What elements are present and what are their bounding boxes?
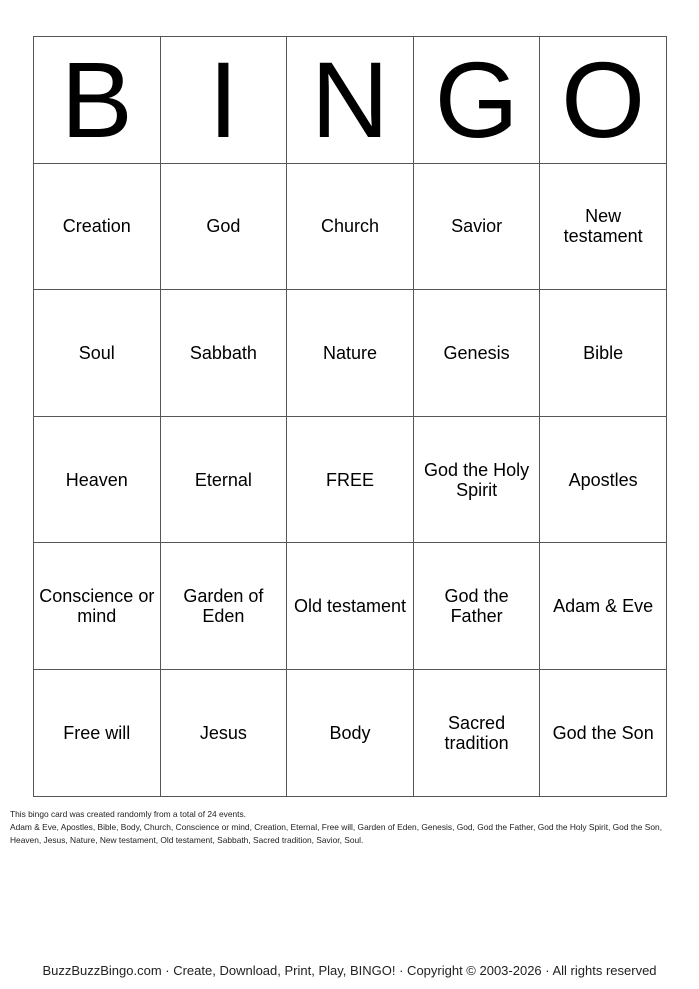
bingo-cell: Heaven	[34, 416, 161, 543]
bingo-cell: Genesis	[413, 290, 540, 417]
bingo-row	[34, 416, 667, 543]
bingo-row	[34, 290, 667, 417]
bingo-cell: Bible	[540, 290, 667, 417]
bingo-cell: Adam & Eve	[540, 543, 667, 670]
header-letter-b: B	[34, 37, 161, 164]
page-footer: BuzzBuzzBingo.com · Create, Download, Print, Play, BINGO! · Copyright © 2003-2026 · All rights reserved	[42, 963, 657, 978]
bingo-cell: Soul	[34, 290, 161, 417]
header-letter-g: G	[413, 37, 540, 164]
bingo-cell: Free will	[34, 669, 161, 796]
bingo-cell: Church	[287, 163, 414, 290]
bingo-cell: Old testament	[287, 543, 414, 670]
bingo-cell: Nature	[287, 290, 414, 417]
bingo-cell: Garden of Eden	[160, 543, 287, 670]
bingo-cell: Sabbath	[160, 290, 287, 417]
header-letter-n: N	[287, 37, 414, 164]
bingo-cell: Conscience or mind	[34, 543, 161, 670]
bingo-row	[34, 669, 667, 796]
bingo-row	[34, 163, 667, 290]
bingo-cell: New testament	[540, 163, 667, 290]
bingo-cell: God	[160, 163, 287, 290]
bingo-cell: God the Father	[413, 543, 540, 670]
bingo-cell: Apostles	[540, 416, 667, 543]
footnote-intro: This bingo card was created randomly from a total of 24 events.	[10, 809, 247, 819]
bingo-cell: Creation	[34, 163, 161, 290]
bingo-cell: Savior	[413, 163, 540, 290]
bingo-row	[34, 543, 667, 670]
bingo-cell: Eternal	[160, 416, 287, 543]
bingo-card	[33, 36, 667, 797]
free-space-cell: FREE	[287, 416, 414, 543]
header-row	[34, 37, 667, 164]
footnote-event-list: Adam & Eve, Apostles, Bible, Body, Church, Conscience or mind, Creation, Eternal, Free will, Garden of Eden, Genesis, God, God the Father, God the Holy Spirit, God the Son, Heaven, Jesus, Nature, New testament, Old testament, Sabbath, Sacred tradition, Savior, Soul.	[10, 822, 663, 845]
bingo-cell: Sacred tradition	[413, 669, 540, 796]
bingo-cell: God the Holy Spirit	[413, 416, 540, 543]
header-letter-o: O	[540, 37, 667, 164]
card-footnote	[10, 808, 690, 847]
bingo-cell: Body	[287, 669, 414, 796]
bingo-cell: Jesus	[160, 669, 287, 796]
bingo-cell: God the Son	[540, 669, 667, 796]
header-letter-i: I	[160, 37, 287, 164]
